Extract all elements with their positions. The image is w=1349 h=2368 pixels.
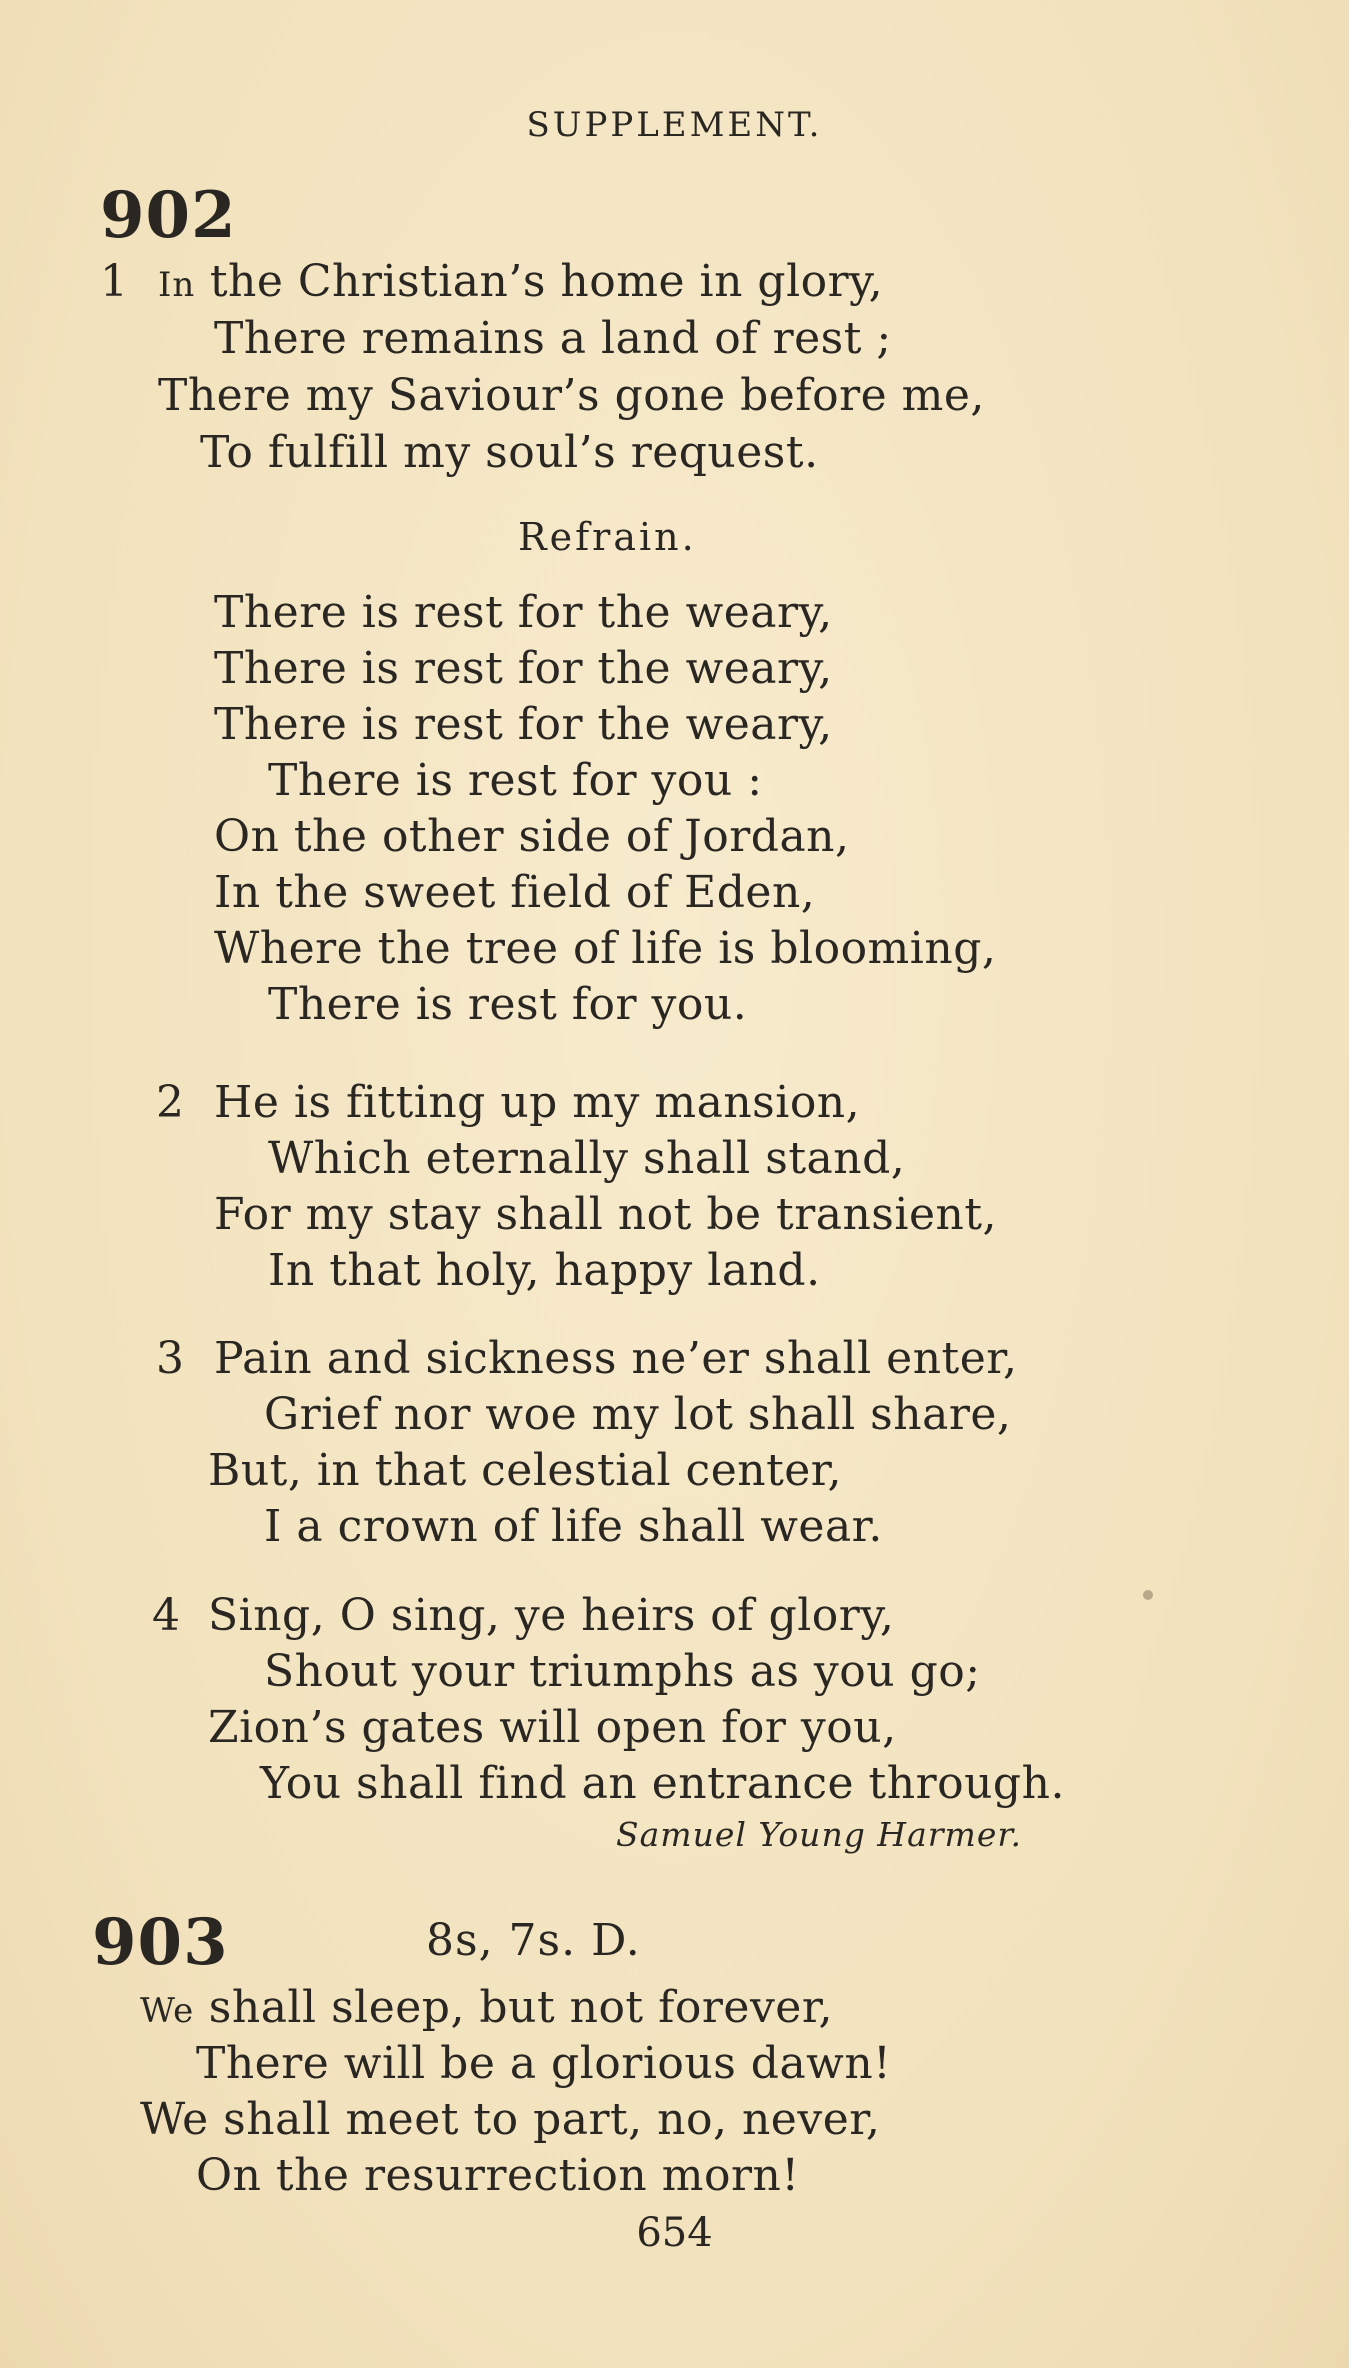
stanza-number-1: 1: [100, 256, 128, 307]
page-number: 654: [636, 2210, 713, 2256]
hymn-903-line-3: We shall meet to part, no, never,: [140, 2094, 881, 2145]
stanza-2-line-1: He is fitting up my mansion,: [214, 1077, 861, 1128]
stanza-4-line-4: You shall find an entrance through.: [260, 1758, 1065, 1809]
line-rest: the Christian’s home in glory,: [195, 256, 884, 307]
refrain-heading: Refrain.: [518, 515, 697, 559]
stanza-2-line-2: Which eternally shall stand,: [268, 1133, 906, 1184]
stanza-3-line-4: I a crown of life shall wear.: [264, 1501, 883, 1552]
drop-cap-word: We: [140, 1991, 195, 2031]
drop-cap-word: In: [158, 265, 196, 305]
hymn-number-902: 902: [100, 178, 237, 253]
stanza-number-3: 3: [156, 1333, 184, 1384]
stanza-1-line-1: [158, 256, 883, 307]
refrain-line-6: In the sweet field of Eden,: [214, 867, 816, 918]
stanza-3-line-1: Pain and sickness ne’er shall enter,: [214, 1333, 1018, 1384]
paper-speck: [1143, 1590, 1153, 1600]
hymn-903-line-2: There will be a glorious dawn!: [196, 2038, 892, 2089]
refrain-line-1: There is rest for the weary,: [214, 587, 833, 638]
stanza-1-line-4: To fulfill my soul’s request.: [200, 427, 819, 478]
meter-label: 8s, 7s. D.: [426, 1915, 641, 1966]
hymn-903-line-1: [140, 1982, 833, 2033]
running-head: SUPPLEMENT.: [526, 105, 823, 145]
refrain-line-7: Where the tree of life is blooming,: [214, 923, 997, 974]
hymn-number-903: 903: [92, 1905, 229, 1980]
refrain-line-3: There is rest for the weary,: [214, 699, 833, 750]
stanza-4-line-2: Shout your triumphs as you go;: [264, 1646, 981, 1697]
stanza-4-line-3: Zion’s gates will open for you,: [208, 1702, 897, 1753]
refrain-line-8: There is rest for you.: [268, 979, 748, 1030]
stanza-1-line-2: There remains a land of rest ;: [214, 313, 892, 364]
stanza-number-4: 4: [152, 1590, 180, 1641]
refrain-line-2: There is rest for the weary,: [214, 643, 833, 694]
stanza-4-line-1: Sing, O sing, ye heirs of glory,: [208, 1590, 895, 1641]
hymn-903-line-4: On the resurrection morn!: [196, 2150, 800, 2201]
stanza-2-line-3: For my stay shall not be transient,: [214, 1189, 997, 1240]
stanza-3-line-3: But, in that celestial center,: [208, 1445, 842, 1496]
stanza-1-line-3: There my Saviour’s gone before me,: [158, 370, 985, 421]
line-rest: shall sleep, but not forever,: [194, 1982, 834, 2033]
stanza-2-line-4: In that holy, happy land.: [268, 1245, 821, 1296]
refrain-line-5: On the other side of Jordan,: [214, 811, 850, 862]
author-attribution: Samuel Young Harmer.: [616, 1815, 1022, 1854]
refrain-line-4: There is rest for you :: [268, 755, 763, 806]
stanza-3-line-2: Grief nor woe my lot shall share,: [264, 1389, 1012, 1440]
stanza-number-2: 2: [156, 1077, 184, 1128]
